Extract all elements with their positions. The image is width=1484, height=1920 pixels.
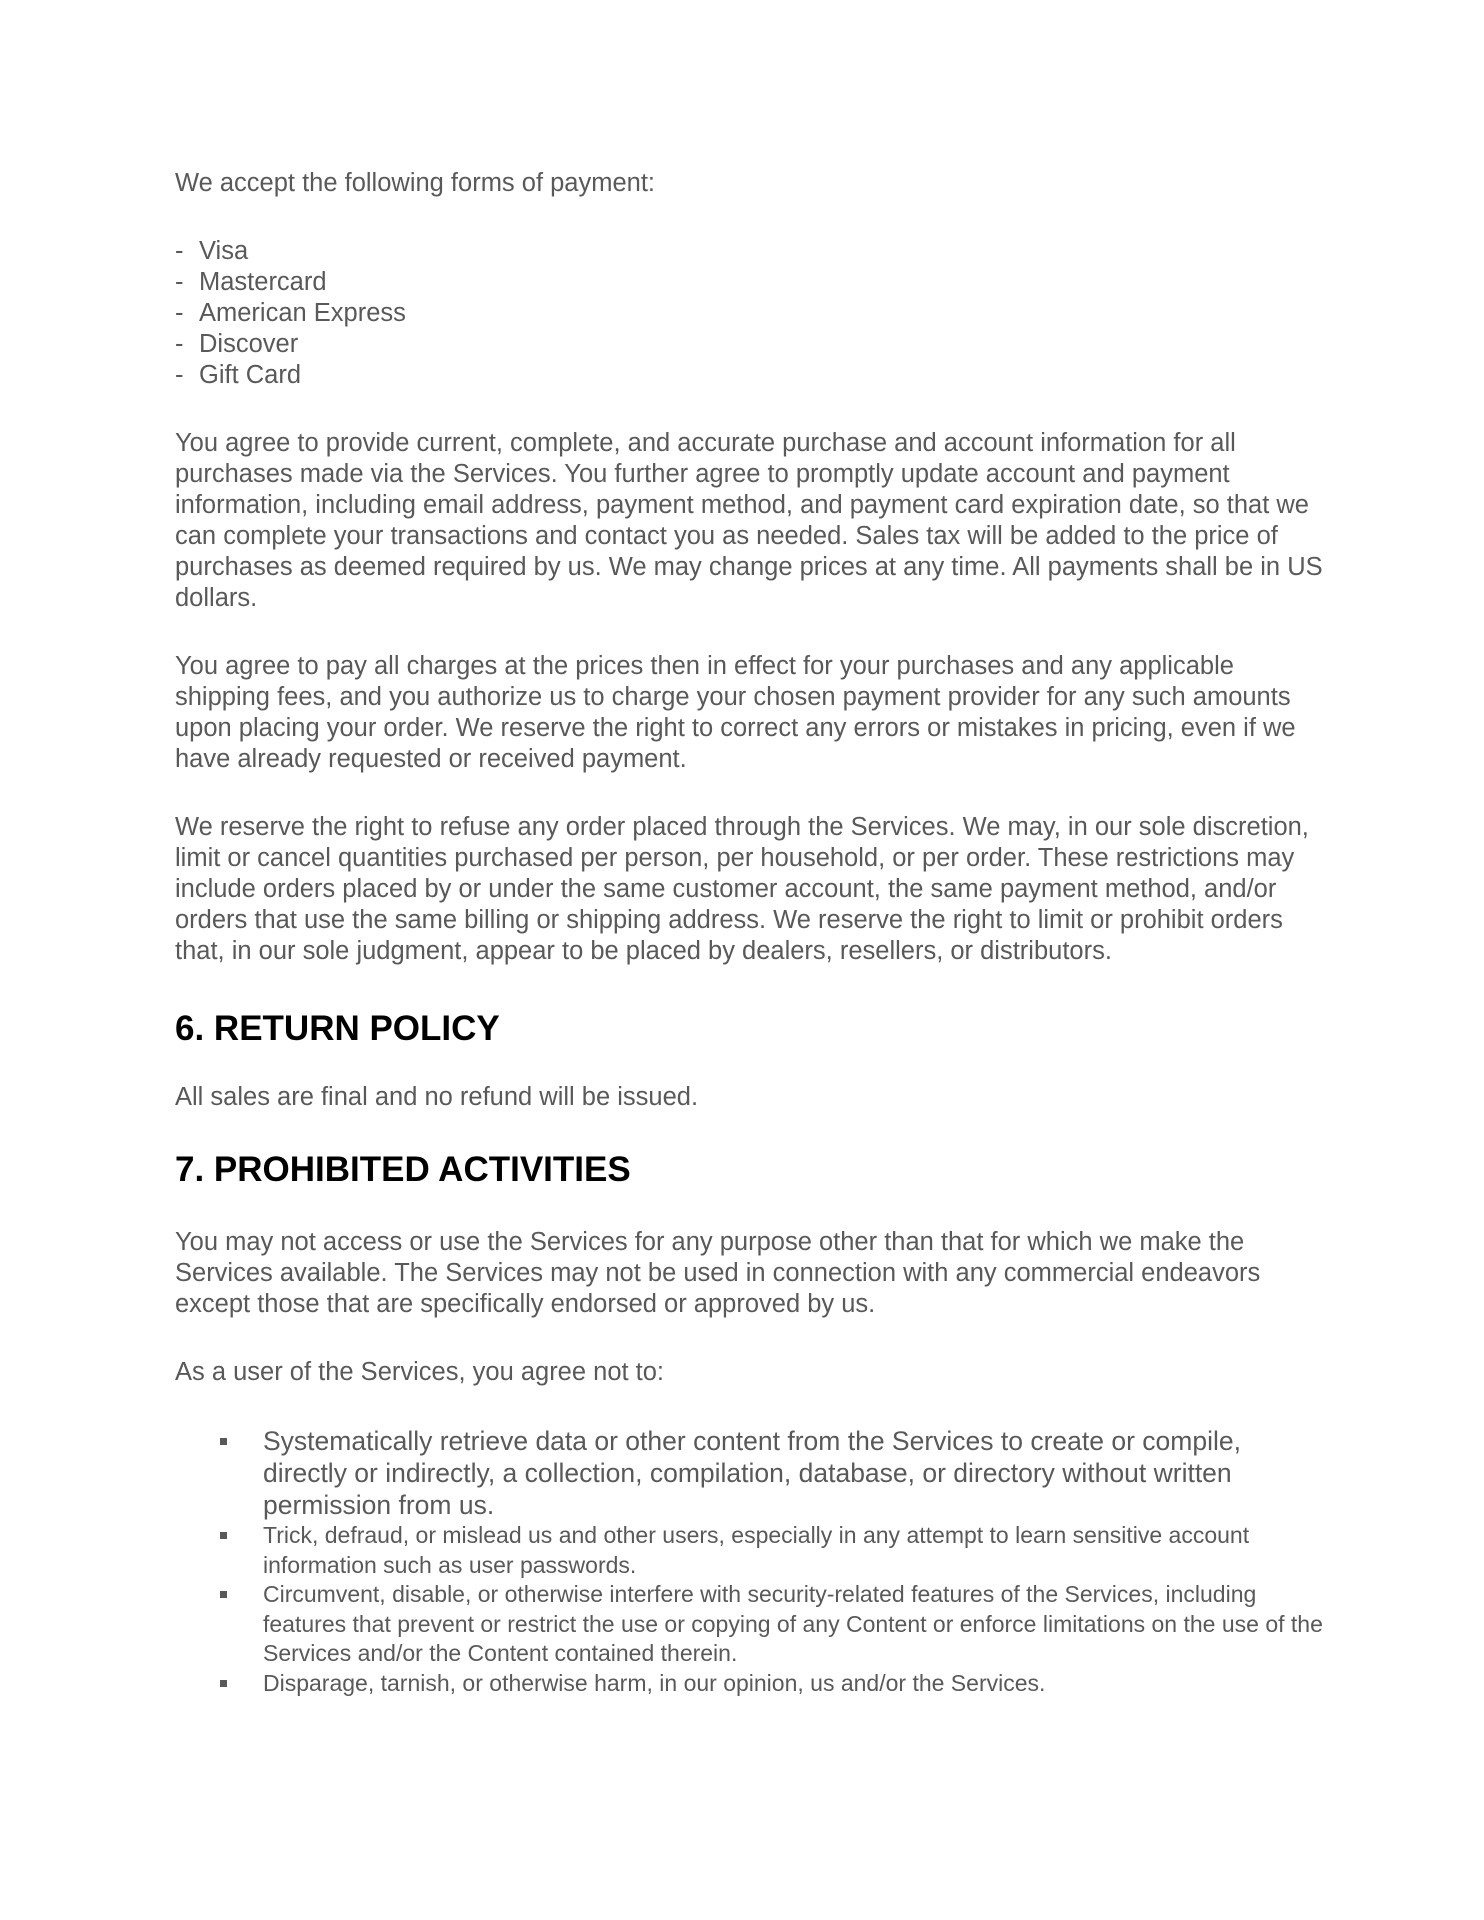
document-page bbox=[175, 168, 1325, 1698]
list-item bbox=[220, 1580, 1325, 1669]
dash-marker: - bbox=[175, 330, 184, 358]
list-item bbox=[175, 298, 1325, 329]
list-item bbox=[175, 329, 1325, 360]
list-item bbox=[175, 236, 1325, 267]
return-policy-text: All sales are final and no refund will be issued. bbox=[175, 1083, 699, 1111]
payment-info-paragraph: You agree to provide current, complete, and accurate purchase and account information for all purchases made via the Services. You further agree to promptly update account and payment information, including email address, payment method, and payment card expiration date, so that we can complete your transactions and contact you as needed. Sales tax will be added to the price of purchases as deemed required by us. We may change prices at any time. All payments shall be in US dollars. bbox=[175, 429, 1323, 612]
dash-marker: - bbox=[175, 237, 184, 265]
list-item bbox=[220, 1425, 1325, 1521]
list-item bbox=[175, 360, 1325, 391]
payment-intro: We accept the following forms of payment: bbox=[175, 169, 656, 197]
prohibited-intro-paragraph: You may not access or use the Services for any purpose other than that for which we make the Services available. The Services may not be used in connection with any commercial endeavors except those that are specifically endorsed or approved by us. bbox=[175, 1228, 1261, 1318]
prohibited-item: Circumvent, disable, or otherwise interfere with security-related features of the Services, including features that prevent or restrict the use or copying of any Content or enforce limitations on the use of the Services and/or the Content contained therein. bbox=[263, 1581, 1323, 1666]
prohibited-item: Disparage, tarnish, or otherwise harm, in our opinion, us and/or the Services. bbox=[263, 1669, 1046, 1696]
payment-methods-list bbox=[175, 236, 1325, 391]
dash-marker: - bbox=[175, 268, 184, 296]
payment-method: Visa bbox=[199, 237, 249, 265]
agree-not-to-text: As a user of the Services, you agree not to: bbox=[175, 1358, 665, 1386]
charges-paragraph: You agree to pay all charges at the prices then in effect for your purchases and any applicable shipping fees, and you authorize us to charge your chosen payment provider for any such amounts upon placing your order. We reserve the right to correct any errors or mistakes in pricing, even if we have already requested or received payment. bbox=[175, 652, 1296, 773]
prohibited-activities-heading: 7. PROHIBITED ACTIVITIES bbox=[175, 1150, 631, 1189]
list-item bbox=[220, 1521, 1325, 1580]
list-item bbox=[220, 1669, 1325, 1699]
payment-method: Mastercard bbox=[199, 268, 327, 296]
return-policy-heading: 6. RETURN POLICY bbox=[175, 1009, 500, 1048]
dash-marker: - bbox=[175, 361, 184, 389]
payment-method: Gift Card bbox=[199, 361, 302, 389]
list-item bbox=[175, 267, 1325, 298]
prohibited-item: Trick, defraud, or mislead us and other users, especially in any attempt to learn sensitive account information such as user passwords. bbox=[263, 1522, 1250, 1578]
prohibited-list bbox=[175, 1425, 1325, 1698]
payment-method: American Express bbox=[199, 299, 406, 327]
prohibited-item: Systematically retrieve data or other content from the Services to create or compile, directly or indirectly, a collection, compilation, database, or directory without written permission from us. bbox=[263, 1426, 1241, 1520]
payment-method: Discover bbox=[199, 330, 299, 358]
refuse-order-paragraph: We reserve the right to refuse any order placed through the Services. We may, in our sole discretion, limit or cancel quantities purchased per person, per household, or per order. These restrictions may include orders placed by or under the same customer account, the same payment method, and/or orders that use the same billing or shipping address. We reserve the right to limit or prohibit orders that, in our sole judgment, appear to be placed by dealers, resellers, or distributors. bbox=[175, 813, 1309, 965]
dash-marker: - bbox=[175, 299, 184, 327]
